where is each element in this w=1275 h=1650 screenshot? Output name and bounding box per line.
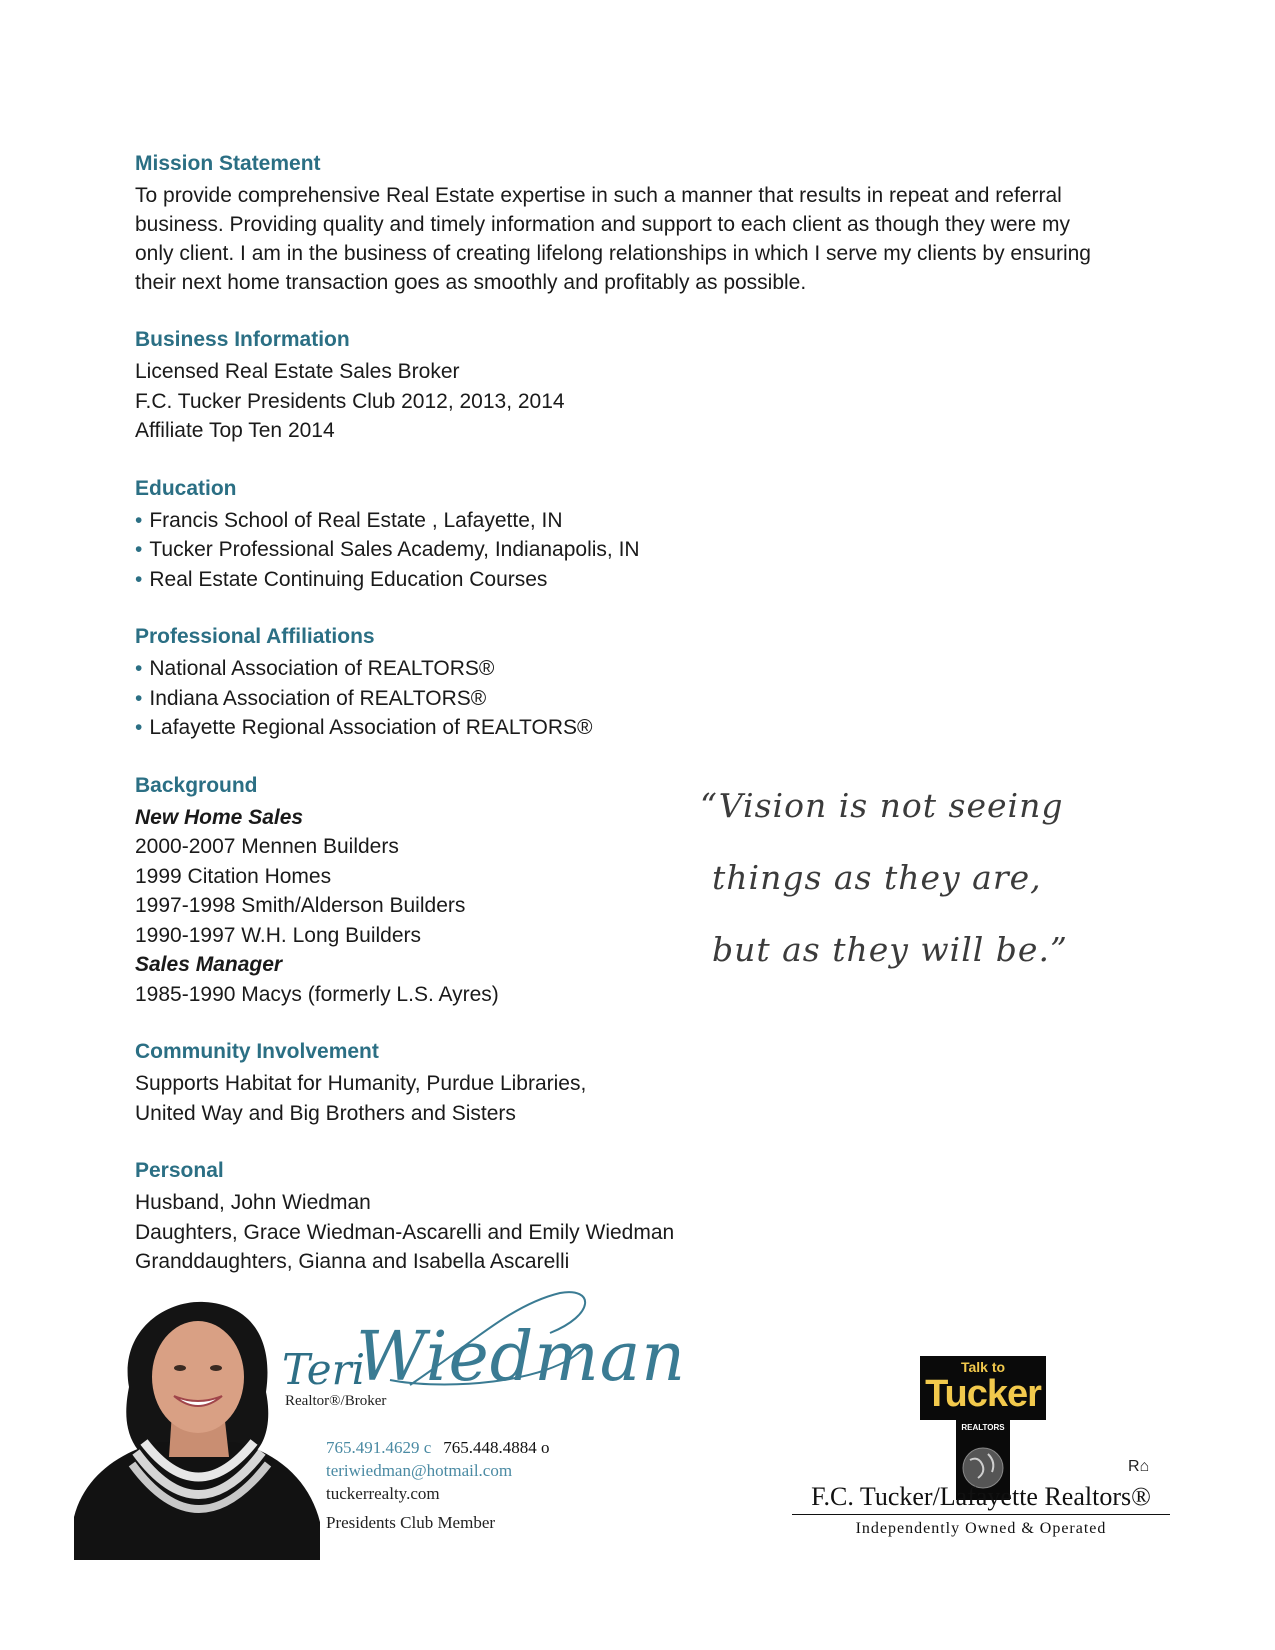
business-section <box>135 326 1135 446</box>
education-item: • Real Estate Continuing Education Courses <box>135 567 548 591</box>
agent-role: Realtor®/Broker <box>285 1393 387 1409</box>
background-item: 1999 Citation Homes <box>135 864 332 888</box>
background-subheading: New Home Sales <box>135 805 304 829</box>
agent-email[interactable]: teriwiedman@hotmail.com <box>326 1461 513 1480</box>
resume-content <box>135 150 1135 1306</box>
community-item: Supports Habitat for Humanity, Purdue Libraries, <box>135 1072 587 1095</box>
business-heading: Business Information <box>135 328 350 351</box>
agent-first-name: Teri <box>282 1345 366 1394</box>
bullet-icon: • <box>135 657 143 680</box>
bullet-icon: • <box>135 686 143 710</box>
bullet-icon: • <box>135 538 143 561</box>
logo-main: Tucker <box>925 1373 1041 1415</box>
agent-last-name: Wiedman <box>356 1318 687 1397</box>
cell-phone[interactable]: 765.491.4629 c <box>326 1438 432 1457</box>
background-item: 1985-1990 Macys (formerly L.S. Ayres) <box>135 982 499 1006</box>
education-section <box>135 475 1135 595</box>
background-item: 1990-1997 W.H. Long Builders <box>135 923 422 947</box>
mission-heading: Mission Statement <box>135 152 321 175</box>
community-heading: Community Involvement <box>135 1040 379 1063</box>
talk-to-tucker-logo <box>920 1356 1046 1500</box>
personal-section <box>135 1157 1135 1277</box>
background-item: 2000-2007 Mennen Builders <box>135 835 399 858</box>
personal-item: Granddaughters, Gianna and Isabella Ascarelli <box>135 1250 570 1273</box>
background-subheading: Sales Manager <box>135 953 283 976</box>
agent-website[interactable]: tuckerrealty.com <box>326 1484 440 1503</box>
presidents-club: Presidents Club Member <box>326 1513 496 1532</box>
quote-line: “Vision is not seeing <box>700 786 1064 825</box>
business-item: Affiliate Top Ten 2014 <box>135 419 335 442</box>
personal-heading: Personal <box>135 1159 224 1182</box>
community-section <box>135 1038 1135 1128</box>
phone-line <box>326 1436 550 1459</box>
quote-line: but as they will be.” <box>712 930 1068 969</box>
logo-top: Talk to <box>960 1359 1006 1375</box>
logo-box <box>920 1356 1046 1420</box>
agent-contact <box>326 1436 550 1505</box>
bullet-icon: • <box>135 716 143 739</box>
office-phone[interactable]: 765.448.4884 o <box>443 1438 550 1457</box>
company-name: F.C. Tucker/Lafayette Realtors® <box>792 1482 1170 1515</box>
education-heading: Education <box>135 476 237 500</box>
business-item: F.C. Tucker Presidents Club 2012, 2013, 2014 <box>135 389 565 413</box>
personal-item: Daughters, Grace Wiedman-Ascarelli and Emily Wiedman <box>135 1220 675 1244</box>
background-item: 1997-1998 Smith/Alderson Builders <box>135 894 466 917</box>
affiliations-heading: Professional Affiliations <box>135 625 375 648</box>
education-item: • Tucker Professional Sales Academy, Indianapolis, IN <box>135 538 640 561</box>
education-item: • Francis School of Real Estate , Lafayette, IN <box>135 508 563 532</box>
affiliation-item: • Indiana Association of REALTORS® <box>135 686 487 710</box>
logo-tag: REALTORS <box>961 1423 1005 1432</box>
bullet-icon: • <box>135 508 143 532</box>
background-heading: Background <box>135 773 258 797</box>
agent-photo <box>74 1292 320 1560</box>
business-item: Licensed Real Estate Sales Broker <box>135 360 460 383</box>
affiliation-item: • National Association of REALTORS® <box>135 657 495 680</box>
personal-item: Husband, John Wiedman <box>135 1191 371 1214</box>
community-item: United Way and Big Brothers and Sisters <box>135 1101 516 1125</box>
affiliation-item: • Lafayette Regional Association of REALTORS® <box>135 716 593 739</box>
mission-section <box>135 150 1135 297</box>
mission-text: To provide comprehensive Real Estate expertise in such a manner that results in repeat and referral business. Providing quality and timely information and support to each client as though they were my only client. I am in the business of creating lifelong relationships in which I serve my clients by ensuring their next home transaction goes as smoothly and profitably as possible. <box>135 184 1091 294</box>
affiliations-section <box>135 623 1135 743</box>
bullet-icon: • <box>135 567 143 591</box>
quote-line: things as they are, <box>712 858 1042 897</box>
company-tagline: Independently Owned & Operated <box>855 1520 1107 1537</box>
vision-quote <box>700 770 1120 986</box>
equal-housing-icon: R⌂ <box>1128 1458 1150 1475</box>
